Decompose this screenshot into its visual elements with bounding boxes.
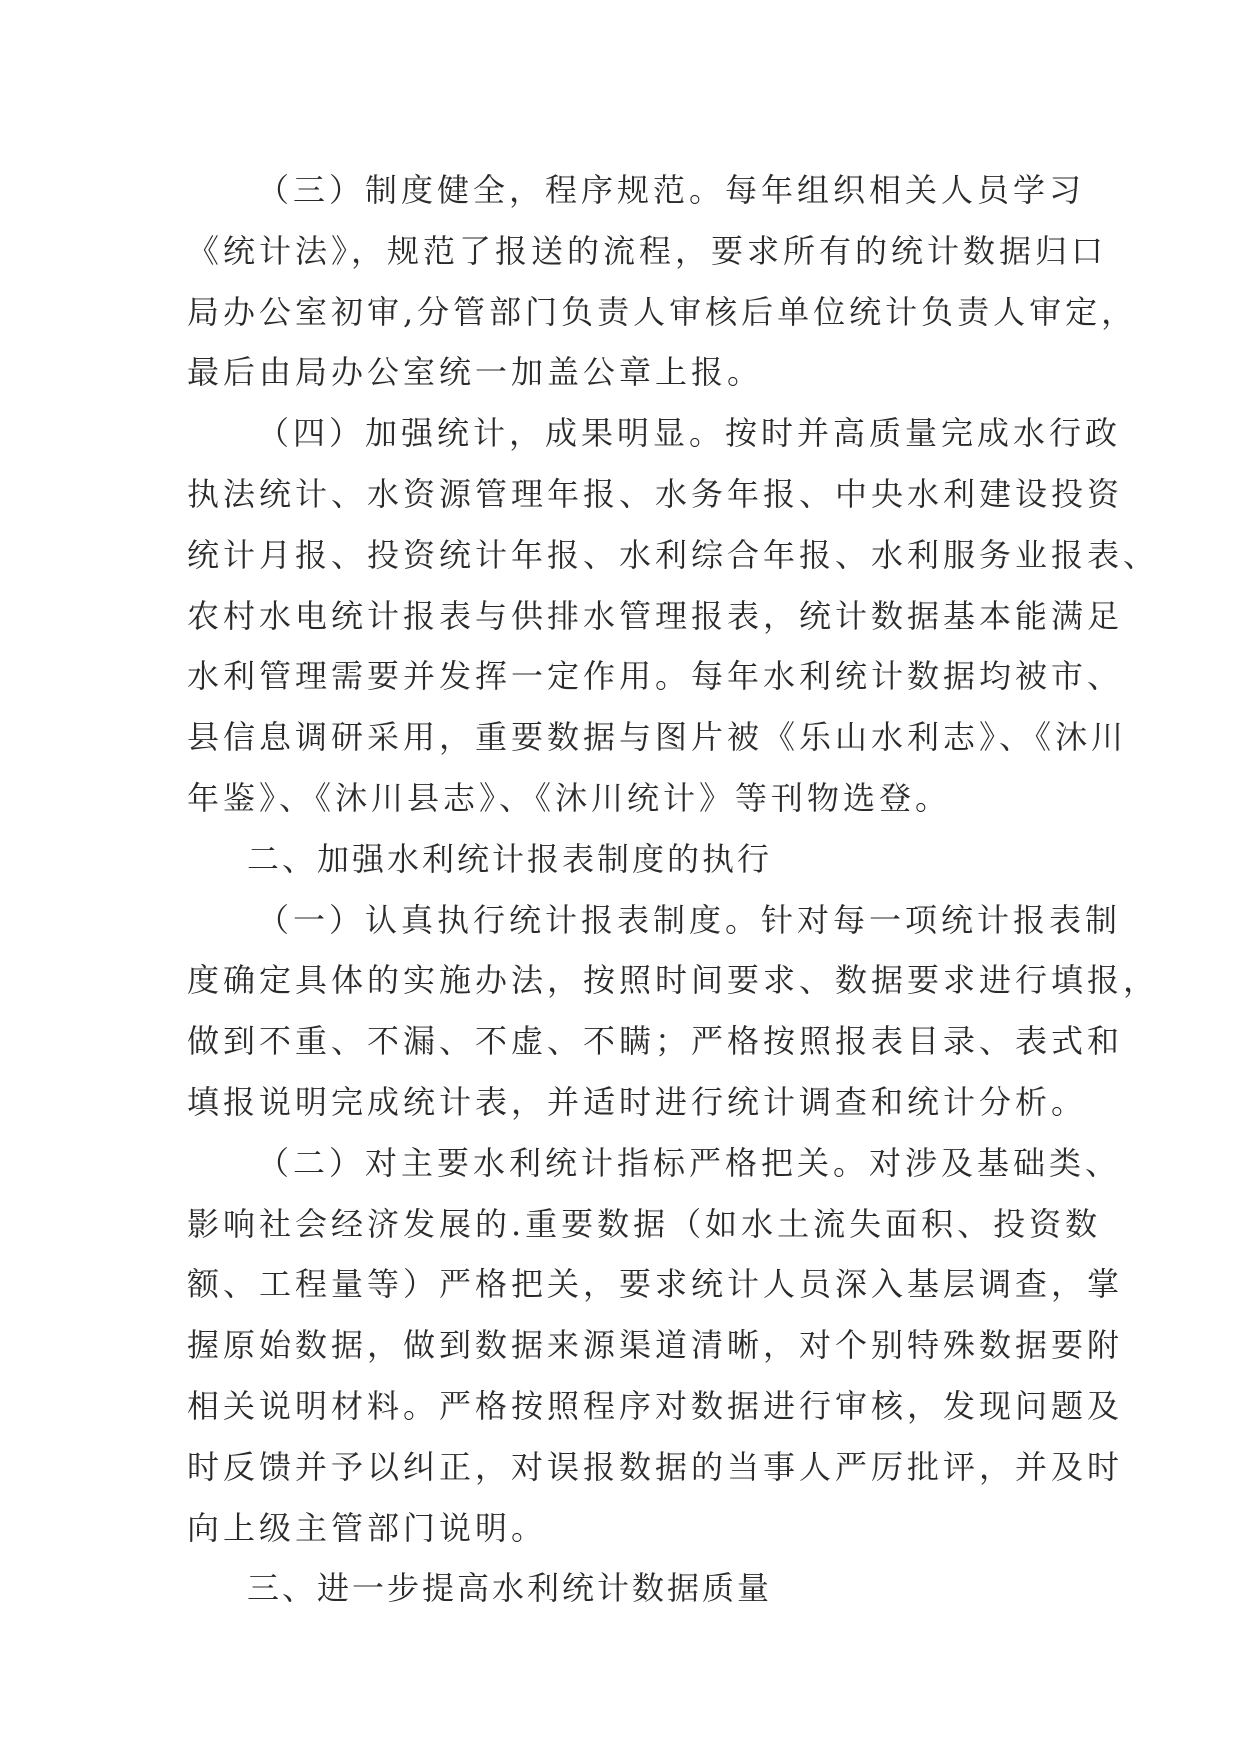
document-body	[187, 160, 1160, 1619]
paragraph-line: 填报说明完成统计表，并适时进行统计调查和统计分析。	[187, 1082, 1088, 1121]
paragraph-line: 做到不重、不漏、不虚、不瞒；严格按照报表目录、表式和	[187, 1022, 1124, 1061]
paragraph-line: 统计月报、投资统计年报、水利综合年报、水利服务业报表、	[187, 535, 1160, 574]
paragraph-line: 县信息调研采用，重要数据与图片被《乐山水利志》、《沐川	[187, 718, 1128, 757]
section-heading-line: 三、进一步提高水利统计数据质量	[247, 1569, 773, 1608]
paragraph-line: 年鉴》、《沐川县志》、《沐川统计》等刊物选登。	[187, 778, 952, 817]
paragraph-line: 影响社会经济发展的.重要数据（如水土流失面积、投资数	[187, 1204, 1102, 1243]
paragraph-line: （二）对主要水利统计指标严格把关。对涉及基础类、	[257, 1143, 1122, 1182]
section-heading-line: 二、加强水利统计报表制度的执行	[247, 839, 773, 878]
paragraph-line: 农村水电统计报表与供排水管理报表，统计数据基本能满足	[187, 596, 1124, 635]
paragraph-line: 执法统计、水资源管理年报、水务年报、中央水利建设投资	[187, 474, 1124, 513]
paragraph-line: （四）加强统计，成果明显。按时并高质量完成水行政	[257, 414, 1122, 453]
paragraph-line: （一）认真执行统计报表制度。针对每一项统计报表制	[257, 900, 1122, 939]
paragraph-line: 水利管理需要并发挥一定作用。每年水利统计数据均被市、	[187, 657, 1124, 696]
paragraph-line: （三）制度健全，程序规范。每年组织相关人员学习	[257, 171, 1086, 209]
paragraph-line: 向上级主管部门说明。	[187, 1508, 548, 1547]
paragraph-line: 相关说明材料。严格按照程序对数据进行审核，发现问题及	[187, 1386, 1124, 1425]
paragraph-line: 最后由局办公室统一加盖公章上报。	[187, 353, 764, 392]
paragraph-line: 《统计法》，规范了报送的流程，要求所有的统计数据归口	[187, 231, 1108, 270]
paragraph-line: 额、工程量等）严格把关，要求统计人员深入基层调查，掌	[187, 1265, 1124, 1304]
paragraph-line: 局办公室初审,分管部门负责人审核后单位统计负责人审定，	[187, 292, 1138, 331]
paragraph-line: 时反馈并予以纠正，对误报数据的当事人严厉批评，并及时	[187, 1447, 1124, 1486]
paragraph-line: 握原始数据，做到数据来源渠道清晰，对个别特殊数据要附	[187, 1326, 1124, 1365]
paragraph-line: 度确定具体的实施办法，按照时间要求、数据要求进行填报，	[187, 961, 1160, 1000]
